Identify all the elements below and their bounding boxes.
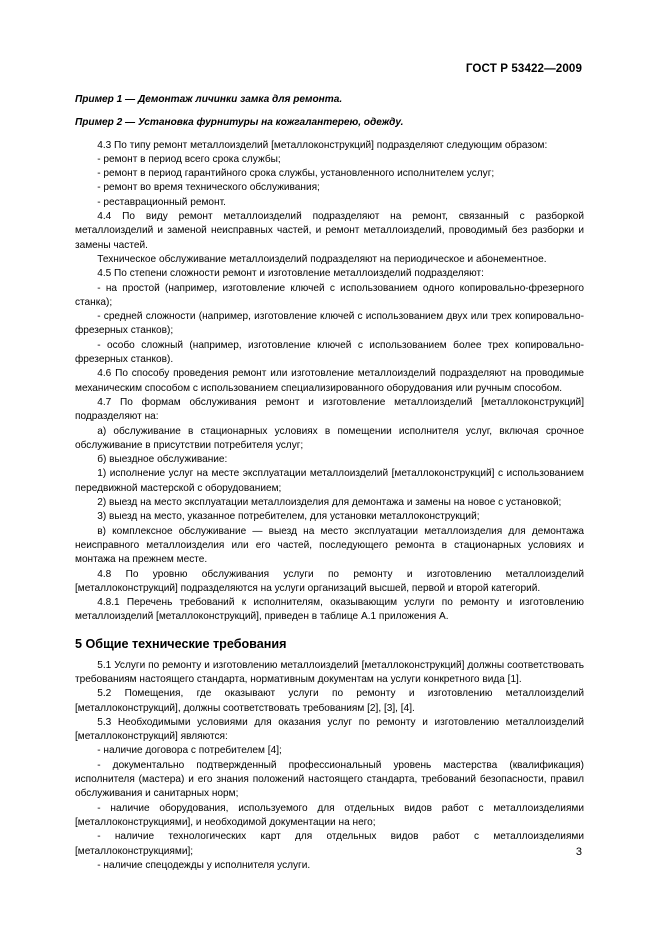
clause-4-8-1: 4.8.1 Перечень требований к исполнителям, оказывающим услуги по ремонту и изготовлению металлоизделий [металлоконструкций], приведен в таблице А.1 приложения А.	[75, 597, 584, 623]
clause-4-3: 4.3 По типу ремонт металлоизделий [металлоконструкций] подразделяют следующим образом:	[97, 139, 548, 151]
clause-4-8: 4.8 По уровню обслуживания услуги по ремонту и изготовлению металлоизделий [металлоконструкций] подразделяются на услуги организаций высшей, первой и второй категорий.	[75, 568, 584, 594]
list-item: - наличие договора с потребителем [4];	[97, 745, 282, 757]
clause-4-5: 4.5 По степени сложности ремонт и изготовление металлоизделий подразделяют:	[97, 268, 484, 280]
list-item: - на простой (например, изготовление ключей с использованием одного копировально-фрезерного станка);	[75, 282, 584, 308]
list-item: - реставрационный ремонт.	[97, 196, 226, 208]
clause-5-3: 5.3 Необходимыми условиями для оказания услуг по ремонту и изготовлению металлоизделий [металлоконструкций] являются:	[75, 716, 584, 743]
list-item: - ремонт в период гарантийного срока службы, установленного исполнителем услуг;	[97, 168, 495, 180]
clause-5-1: 5.1 Услуги по ремонту и изготовлению металлоизделий [металлоконструкций] должны соответствовать требованиям настоящего стандарта, нормативным документам на услуги конкретного вида [1].	[75, 659, 584, 685]
list-item: в) комплексное обслуживание — выезд на место эксплуатации металлоизделия для демонтажа неисправного металлоизделия или его частей, последующего ремонта в стационарных условиях и монтажа на прежнем месте.	[75, 525, 584, 566]
list-item: - средней сложности (например, изготовление ключей с использованием двух или трех копировально-фрезерных станков);	[75, 311, 584, 337]
list-item: - особо сложный (например, изготовление ключей с использованием более трех копировально-фрезерных станков).	[75, 339, 584, 366]
list-item: 3) выезд на место, указанное потребителем, для установки металлоконструкций;	[97, 511, 480, 523]
list-item: - ремонт во время технического обслуживания;	[97, 182, 320, 194]
clause-4-6: 4.6 По способу проведения ремонт или изготовление металлоизделий подразделяют на проводимые механическим способом с использованием специализированного оборудования или ручным способом.	[75, 368, 584, 394]
example-1: Пример 1 — Демонтаж личинки замка для ремонта.	[75, 94, 343, 105]
paragraph: Техническое обслуживание металлоизделий подразделяют на периодическое и абонементное.	[97, 253, 547, 265]
document-body	[75, 93, 584, 873]
list-item: 1) исполнение услуг на месте эксплуатации металлоизделий [металлоконструкций] с использованием передвижной мастерской с оборудованием;	[75, 468, 584, 494]
clause-4-4: 4.4 По виду ремонт металлоизделий подразделяют на ремонт, связанный с разборкой металлоизделий и заменой неисправных частей, и ремонт металлоизделий, проводимый без разборки и замены частей.	[75, 211, 584, 251]
clause-5-2: 5.2 Помещения, где оказывают услуги по ремонту и изготовлению металлоизделий [металлоконструкций], должны соответствовать требованиям [2], [3], [4].	[75, 688, 584, 714]
standard-header: ГОСТ Р 53422—2009	[465, 62, 582, 75]
list-item: - ремонт в период всего срока службы;	[97, 153, 281, 165]
list-item: а) обслуживание в стационарных условиях в помещении исполнителя услуг, включая срочное обслуживание в присутствии потребителя услуг;	[75, 425, 584, 451]
example-2: Пример 2 — Установка фурнитуры на кожгалантерею, одежду.	[75, 117, 404, 129]
page-number: 3	[575, 846, 582, 858]
clause-4-7: 4.7 По формам обслуживания ремонт и изготовление металлоизделий [металлоконструкций] подразделяют на:	[75, 396, 584, 423]
section-5-heading: 5 Общие технические требования	[75, 636, 287, 651]
list-item: 2) выезд на место эксплуатации металлоизделия для демонтажа и замены на новое с установкой;	[97, 497, 562, 509]
list-item: - наличие оборудования, используемого для отдельных видов работ с металлоизделиями [металлоконструкциями], и необходимой документации на него;	[75, 802, 584, 828]
list-item: б) выездное обслуживание:	[97, 454, 228, 466]
list-item: - документально подтвержденный профессиональный уровень мастерства (квалификация) исполнителя (мастера) и его знания положений настоящего стандарта, требований безопасности, правил обслуживания и санитарных норм;	[75, 759, 584, 800]
list-item: - наличие спецодежды у исполнителя услуги.	[97, 859, 311, 871]
list-item: - наличие технологических карт для отдельных видов работ с металлоизделиями [металлоконструкциями];	[75, 831, 584, 857]
